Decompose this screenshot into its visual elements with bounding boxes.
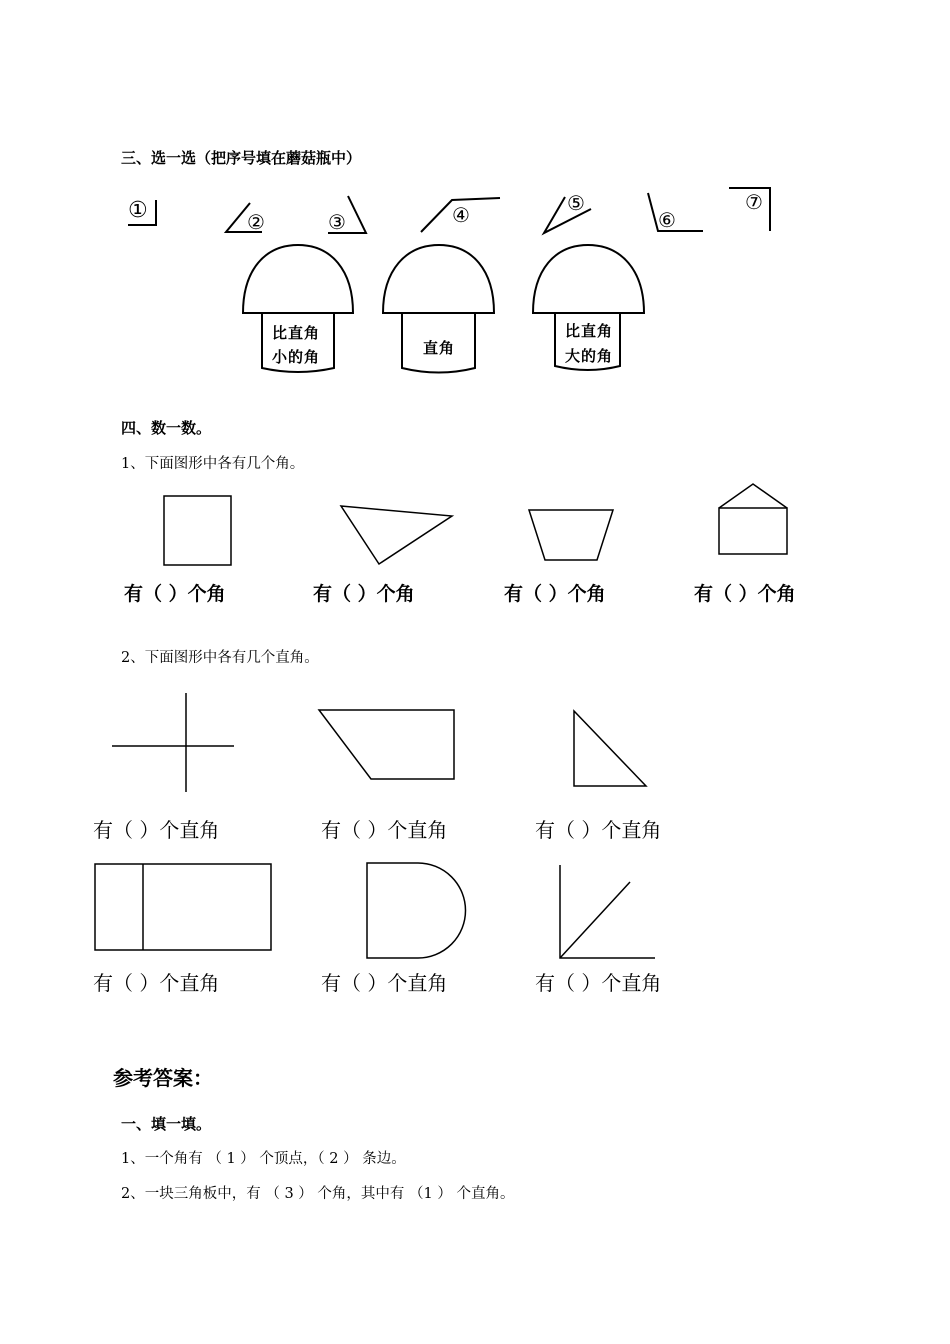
q2-row2-label-1: 有（ ）个直角 xyxy=(93,971,220,995)
q2-row1-label-1: 有（ ）个直角 xyxy=(93,818,220,842)
q1-label-4: 有（ ）个角 xyxy=(694,583,796,605)
q2-row2-label-2: 有（ ）个直角 xyxy=(321,971,448,995)
q1-label-2: 有（ ）个角 xyxy=(313,583,415,605)
house-shape xyxy=(719,484,787,554)
angle-1-label: ① xyxy=(128,198,148,223)
right-triangle-shape xyxy=(574,711,646,786)
divided-rectangle-shape xyxy=(95,864,271,950)
q1-prompt: 1、下面图形中各有几个角。 xyxy=(121,456,305,472)
answers-line2: 2、一块三角板中，有 （ 3 ） 个角，其中有 （1 ） 个直角。 xyxy=(121,1186,515,1202)
q1-label-1: 有（ ）个角 xyxy=(124,583,226,605)
trapezoid-shape xyxy=(529,510,613,560)
q2-row1-label-2: 有（ ）个直角 xyxy=(321,818,448,842)
mushroom-3-line1: 比直角 xyxy=(565,322,614,340)
d-shape xyxy=(367,863,466,958)
mushroom-3-line2: 大的角 xyxy=(565,347,614,365)
mushroom-1-line2: 小的角 xyxy=(272,348,321,366)
angle-7-label: ⑦ xyxy=(745,190,763,214)
square-shape xyxy=(164,496,231,565)
answers-title: 参考答案： xyxy=(113,1066,213,1090)
mushroom-1-line1: 比直角 xyxy=(272,324,321,342)
cross-shape xyxy=(112,693,234,792)
angle-2-label: ② xyxy=(247,210,265,234)
q2-row1-label-3: 有（ ）个直角 xyxy=(535,818,662,842)
right-trapezoid-shape xyxy=(319,710,454,779)
angle-4-label: ④ xyxy=(452,203,470,227)
answers-line1: 1、一个角有 （ 1 ） 个顶点，（ 2 ） 条边。 xyxy=(121,1151,406,1167)
q2-prompt: 2、下面图形中各有几个直角。 xyxy=(121,650,319,666)
answers-section1-title: 一、填一填。 xyxy=(121,1115,212,1133)
angle-6-label: ⑥ xyxy=(658,208,676,232)
q1-label-3: 有（ ）个角 xyxy=(504,583,606,605)
angle-with-ray-shape xyxy=(560,865,655,958)
angle-5-label: ⑤ xyxy=(567,191,585,215)
section3-title: 三、选一选（把序号填在蘑菇瓶中） xyxy=(121,149,362,167)
triangle-shape xyxy=(341,506,452,564)
mushroom-2-line1: 直角 xyxy=(423,339,456,357)
angle-3-label: ③ xyxy=(328,210,346,234)
section4-title: 四、数一数。 xyxy=(121,419,212,437)
q2-row2-label-3: 有（ ）个直角 xyxy=(535,971,662,995)
